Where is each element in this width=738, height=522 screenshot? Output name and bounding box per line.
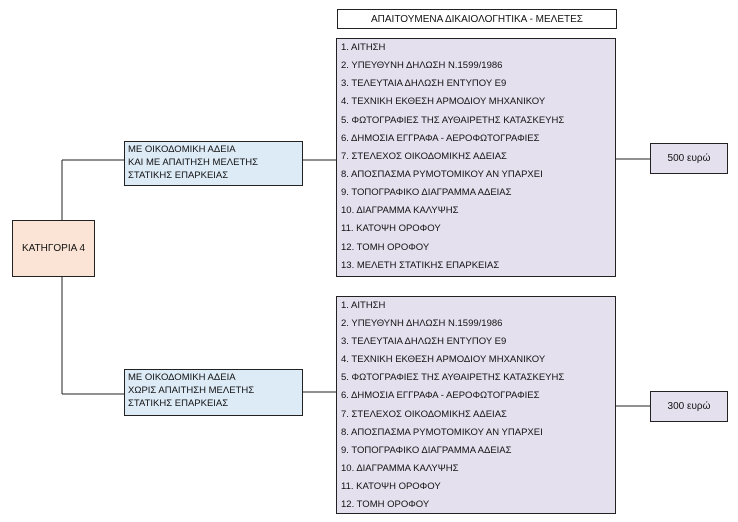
document-item: 5. ΦΩΤΟΓΡΑΦΙΕΣ ΤΗΣ ΑΥΘΑΙΡΕΤΗΣ ΚΑΤΑΣΚΕΥΗΣ	[341, 114, 565, 126]
document-item: 2. ΥΠΕΥΘΥΝΗ ΔΗΛΩΣΗ Ν.1599/1986	[341, 60, 503, 72]
document-item: 4. ΤΕΧΝΙΚΗ ΕΚΘΕΣΗ ΑΡΜΟΔΙΟΥ ΜΗΧΑΝΙΚΟΥ	[341, 354, 546, 366]
document-item: 7. ΣΤΕΛΕΧΟΣ ΟΙΚΟΔΟΜΙΚΗΣ ΑΔΕΙΑΣ	[341, 150, 507, 162]
document-item: 1. ΑΙΤΗΣΗ	[341, 42, 386, 53]
branch-label-line: ΧΩΡΙΣ ΑΠΑΙΤΗΣΗ ΜΕΛΕΤΗΣ	[128, 385, 255, 396]
branch-label-line: ΜΕ ΟΙΚΟΔΟΜΙΚΗ ΑΔΕΙΑ	[128, 144, 236, 155]
price-label: 300 ευρώ	[667, 401, 711, 412]
category-box	[12, 220, 95, 277]
document-item: 7. ΣΤΕΛΕΧΟΣ ΟΙΚΟΔΟΜΙΚΗΣ ΑΔΕΙΑΣ	[341, 408, 507, 420]
document-item: 8. ΑΠΟΣΠΑΣΜΑ ΡΥΜΟΤΟΜΙΚΟΥ ΑΝ ΥΠΑΡΧΕΙ	[341, 426, 543, 438]
documents-list-1	[336, 38, 616, 277]
document-item: 9. ΤΟΠΟΓΡΑΦΙΚΟ ΔΙΑΓΡΑΜΜΑ ΑΔΕΙΑΣ	[341, 444, 512, 456]
price-label: 500 ευρώ	[667, 153, 711, 164]
branch-without-structural-study	[124, 369, 303, 416]
document-item: 3. ΤΕΛΕΥΤΑΙΑ ΔΗΛΩΣΗ ΕΝΤΥΠΟΥ Ε9	[341, 336, 507, 348]
document-item: 4. ΤΕΧΝΙΚΗ ΕΚΘΕΣΗ ΑΡΜΟΔΙΟΥ ΜΗΧΑΝΙΚΟΥ	[341, 96, 546, 108]
document-item: 6. ΔΗΜΟΣΙΑ ΕΓΓΡΑΦΑ - ΑΕΡΟΦΩΤΟΓΡΑΦΙΕΣ	[341, 132, 540, 144]
page-title	[337, 9, 617, 29]
page-title-text: ΑΠΑΙΤΟΥΜΕΝΑ ΔΙΚΑΙΟΛΟΓΗΤΙΚΑ - ΜΕΛΕΤΕΣ	[371, 13, 583, 25]
document-item: 12. ΤΟΜΗ ΟΡΟΦΟΥ	[341, 241, 430, 253]
document-item: 6. ΔΗΜΟΣΙΑ ΕΓΓΡΑΦΑ - ΑΕΡΟΦΩΤΟΓΡΑΦΙΕΣ	[341, 390, 540, 402]
price-box-1	[650, 143, 728, 174]
category-label: ΚΑΤΗΓΟΡΙΑ 4	[21, 243, 86, 254]
documents-list-2	[336, 296, 616, 514]
document-item: 11. ΚΑΤΟΨΗ ΟΡΟΦΟΥ	[341, 480, 441, 492]
document-item: 2. ΥΠΕΥΘΥΝΗ ΔΗΛΩΣΗ Ν.1599/1986	[341, 318, 503, 330]
document-item: 10. ΔΙΑΓΡΑΜΜΑ ΚΑΛΥΨΗΣ	[341, 462, 459, 474]
branch-label-line: ΜΕ ΟΙΚΟΔΟΜΙΚΗ ΑΔΕΙΑ	[128, 372, 236, 383]
document-item: 10. ΔΙΑΓΡΑΜΜΑ ΚΑΛΥΨΗΣ	[341, 205, 459, 217]
branch-label-line: ΣΤΑΤΙΚΗΣ ΕΠΑΡΚΕΙΑΣ	[128, 398, 229, 409]
document-item: 9. ΤΟΠΟΓΡΑΦΙΚΟ ΔΙΑΓΡΑΜΜΑ ΑΔΕΙΑΣ	[341, 187, 512, 199]
document-item: 13. ΜΕΛΕΤΗ ΣΤΑΤΙΚΗΣ ΕΠΑΡΚΕΙΑΣ	[341, 259, 500, 271]
document-item: 12. ΤΟΜΗ ΟΡΟΦΟΥ	[341, 499, 430, 511]
document-item: 1. ΑΙΤΗΣΗ	[341, 300, 386, 311]
document-item: 11. ΚΑΤΟΨΗ ΟΡΟΦΟΥ	[341, 223, 441, 235]
branch-label-line: ΣΤΑΤΙΚΗΣ ΕΠΑΡΚΕΙΑΣ	[128, 170, 229, 181]
branch-label-line: ΚΑΙ ΜΕ ΑΠΑΙΤΗΣΗ ΜΕΛΕΤΗΣ	[128, 157, 258, 168]
document-item: 3. ΤΕΛΕΥΤΑΙΑ ΔΗΛΩΣΗ ΕΝΤΥΠΟΥ Ε9	[341, 78, 507, 90]
price-box-2	[650, 391, 728, 422]
document-item: 5. ΦΩΤΟΓΡΑΦΙΕΣ ΤΗΣ ΑΥΘΑΙΡΕΤΗΣ ΚΑΤΑΣΚΕΥΗΣ	[341, 372, 565, 384]
document-item: 8. ΑΠΟΣΠΑΣΜΑ ΡΥΜΟΤΟΜΙΚΟΥ ΑΝ ΥΠΑΡΧΕΙ	[341, 168, 543, 180]
branch-with-structural-study	[124, 141, 303, 186]
